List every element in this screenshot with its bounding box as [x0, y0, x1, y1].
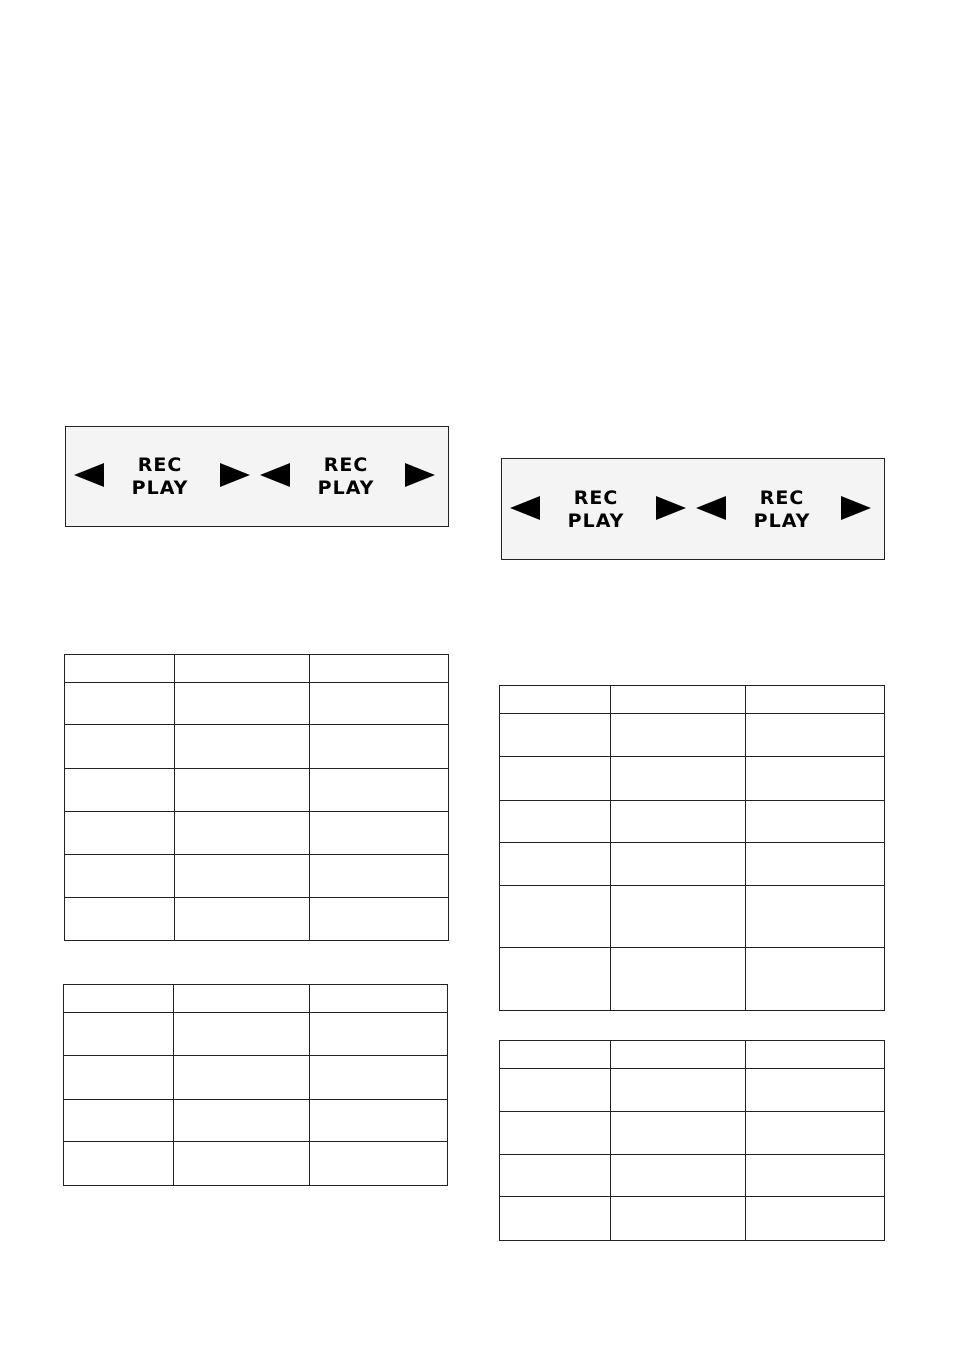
- table-cell: [500, 1197, 611, 1241]
- table-cell: [500, 1155, 611, 1197]
- table-cell: [611, 801, 746, 843]
- table-cell: [611, 1041, 746, 1069]
- table-cell: [65, 898, 175, 941]
- table-row: [500, 1197, 885, 1241]
- arrow-right-icon: [220, 463, 250, 487]
- table-cell: [746, 1197, 885, 1241]
- table-cell: [611, 757, 746, 801]
- table-cell: [310, 898, 449, 941]
- table-cell: [500, 886, 611, 948]
- table-cell: [174, 1013, 310, 1056]
- table-cell: [746, 1155, 885, 1197]
- table-cell: [65, 855, 175, 898]
- table-cell: [746, 1112, 885, 1155]
- table-cell: [611, 714, 746, 757]
- table-cell: [310, 683, 449, 725]
- table-cell: [500, 1041, 611, 1069]
- table-cell: [611, 686, 746, 714]
- table-row: [65, 769, 449, 812]
- table-row: [500, 948, 885, 1011]
- table-cell: [611, 1069, 746, 1112]
- table-cell: [310, 655, 449, 683]
- arrow-right-icon: [841, 496, 871, 520]
- blank-table-left-bottom: [63, 984, 448, 1186]
- table-row: [65, 683, 449, 725]
- arrow-right-icon: [405, 463, 435, 487]
- table-cell: [746, 843, 885, 886]
- table-cell: [65, 725, 175, 769]
- table-row: [500, 801, 885, 843]
- table-cell: [174, 1142, 310, 1186]
- blank-table-left-top: [64, 654, 449, 941]
- table-row: [65, 812, 449, 855]
- table-cell: [746, 1069, 885, 1112]
- table-cell: [611, 948, 746, 1011]
- table-row: [500, 1041, 885, 1069]
- table-row: [500, 1112, 885, 1155]
- table-cell: [64, 985, 174, 1013]
- table-row: [500, 1069, 885, 1112]
- table-cell: [500, 714, 611, 757]
- arrow-right-icon: [656, 496, 686, 520]
- table-cell: [500, 757, 611, 801]
- arrow-left-icon: [510, 496, 540, 520]
- table-cell: [175, 683, 310, 725]
- table-cell: [310, 1013, 448, 1056]
- table-cell: [746, 801, 885, 843]
- table-cell: [500, 843, 611, 886]
- rec-text: REC: [759, 487, 805, 509]
- table-cell: [175, 855, 310, 898]
- table-cell: [611, 1197, 746, 1241]
- table-row: [500, 1155, 885, 1197]
- table-cell: [64, 1100, 174, 1142]
- table-cell: [310, 1056, 448, 1100]
- table-cell: [746, 714, 885, 757]
- table-cell: [500, 1069, 611, 1112]
- table-cell: [175, 898, 310, 941]
- table-cell: [500, 686, 611, 714]
- table-cell: [64, 1056, 174, 1100]
- table-cell: [746, 757, 885, 801]
- rec-text: REC: [323, 454, 369, 476]
- table-cell: [174, 985, 310, 1013]
- table-cell: [310, 725, 449, 769]
- table-cell: [64, 1013, 174, 1056]
- table-cell: [611, 886, 746, 948]
- table-cell: [175, 769, 310, 812]
- table-row: [65, 655, 449, 683]
- rec-play-label: [727, 487, 837, 533]
- table-row: [65, 855, 449, 898]
- table-cell: [746, 686, 885, 714]
- rec-text: REC: [137, 454, 183, 476]
- table-cell: [611, 1155, 746, 1197]
- table-cell: [746, 886, 885, 948]
- table-cell: [746, 948, 885, 1011]
- table-cell: [310, 985, 448, 1013]
- table-cell: [175, 655, 310, 683]
- table-row: [65, 898, 449, 941]
- rec-text: REC: [573, 487, 619, 509]
- table-row: [64, 1142, 448, 1186]
- arrow-left-icon: [696, 496, 726, 520]
- table-cell: [310, 812, 449, 855]
- table-cell: [310, 1100, 448, 1142]
- table-cell: [500, 948, 611, 1011]
- table-cell: [611, 843, 746, 886]
- table-row: [64, 1013, 448, 1056]
- table-cell: [310, 769, 449, 812]
- rec-play-panel-left: [65, 426, 449, 527]
- play-text: PLAY: [317, 477, 375, 499]
- blank-table-right-top: [499, 685, 885, 1011]
- play-text: PLAY: [753, 510, 811, 532]
- arrow-left-icon: [74, 463, 104, 487]
- table-cell: [175, 725, 310, 769]
- table-row: [64, 1056, 448, 1100]
- rec-play-panel-right: [501, 458, 885, 560]
- table-cell: [64, 1142, 174, 1186]
- table-row: [500, 686, 885, 714]
- table-row: [64, 985, 448, 1013]
- table-cell: [746, 1041, 885, 1069]
- table-cell: [174, 1056, 310, 1100]
- table-row: [64, 1100, 448, 1142]
- table-cell: [65, 655, 175, 683]
- table-cell: [310, 855, 449, 898]
- arrow-left-icon: [260, 463, 290, 487]
- table-row: [500, 843, 885, 886]
- table-cell: [310, 1142, 448, 1186]
- table-cell: [174, 1100, 310, 1142]
- table-row: [65, 725, 449, 769]
- table-cell: [611, 1112, 746, 1155]
- table-cell: [175, 812, 310, 855]
- blank-table-right-bottom: [499, 1040, 885, 1241]
- play-text: PLAY: [131, 477, 189, 499]
- table-row: [500, 714, 885, 757]
- play-text: PLAY: [567, 510, 625, 532]
- rec-play-label: [541, 487, 651, 533]
- rec-play-label: [105, 454, 215, 500]
- table-cell: [500, 801, 611, 843]
- table-cell: [65, 769, 175, 812]
- rec-play-label: [291, 454, 401, 500]
- table-cell: [65, 683, 175, 725]
- table-row: [500, 886, 885, 948]
- table-cell: [65, 812, 175, 855]
- table-row: [500, 757, 885, 801]
- table-cell: [500, 1112, 611, 1155]
